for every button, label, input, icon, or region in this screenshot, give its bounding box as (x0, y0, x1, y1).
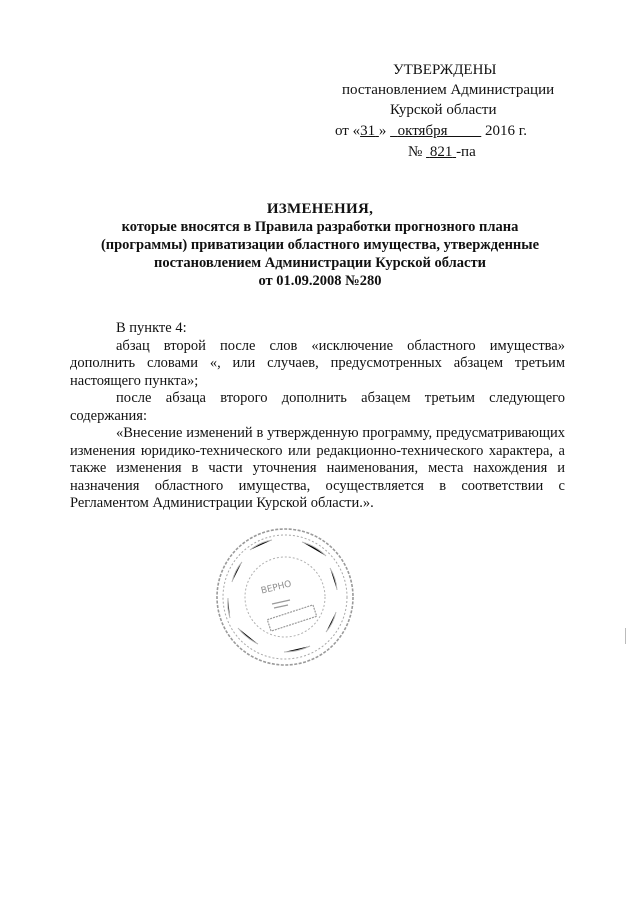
date-prefix: от « (335, 123, 361, 139)
approval-number (408, 142, 476, 162)
date-month: октября (397, 123, 448, 139)
document-body (70, 320, 565, 513)
paragraph-3: после абзаца второго дополнить абзацем третьим следующего содержания: (70, 390, 565, 424)
document-title (60, 200, 580, 290)
margin-mark (625, 628, 626, 644)
number-prefix: № (408, 144, 423, 160)
seal-graphic (210, 522, 360, 672)
title-heading: ИЗМЕНЕНИЯ, (266, 201, 374, 217)
approval-line-1: постановлением Администрации (342, 82, 555, 98)
approval-date (335, 121, 527, 141)
number-value: 821 (429, 144, 453, 160)
title-line-2: (программы) приватизации областного имущества, утвержденные (100, 237, 540, 253)
approval-line-2: Курской области (390, 102, 497, 118)
paragraph-2: абзац второй после слов «исключение областного имущества» дополнить словами «, или случаев, предусмотренных абзацем третьим настоящего пункта»; (70, 337, 565, 389)
title-line-1: которые вносятся в Правила разработки прогнозного плана (121, 219, 519, 235)
approval-heading: УТВЕРЖДЕНЫ (393, 62, 497, 78)
title-line-4: от 01.09.2008 №280 (258, 273, 382, 289)
paragraph-1: В пункте 4: (116, 320, 187, 336)
date-day: 31 (360, 123, 376, 139)
number-suffix: -па (456, 144, 476, 160)
paragraph-4: «Внесение изменений в утвержденную программу, предусматривающих изменения юридико-технического или редакционно-технического характера, а также изменения в части уточнения наименования, места нахождения и назначения областного имущества, осуществляется в соответствии с Регламентом Администрации Курской области.». (70, 425, 565, 511)
seal-line-1: ВЕРНО (260, 579, 293, 597)
date-year: 2016 г. (485, 123, 527, 139)
date-mid: » (378, 123, 387, 139)
title-line-3: постановлением Администрации Курской области (154, 255, 486, 271)
official-seal (210, 522, 360, 672)
